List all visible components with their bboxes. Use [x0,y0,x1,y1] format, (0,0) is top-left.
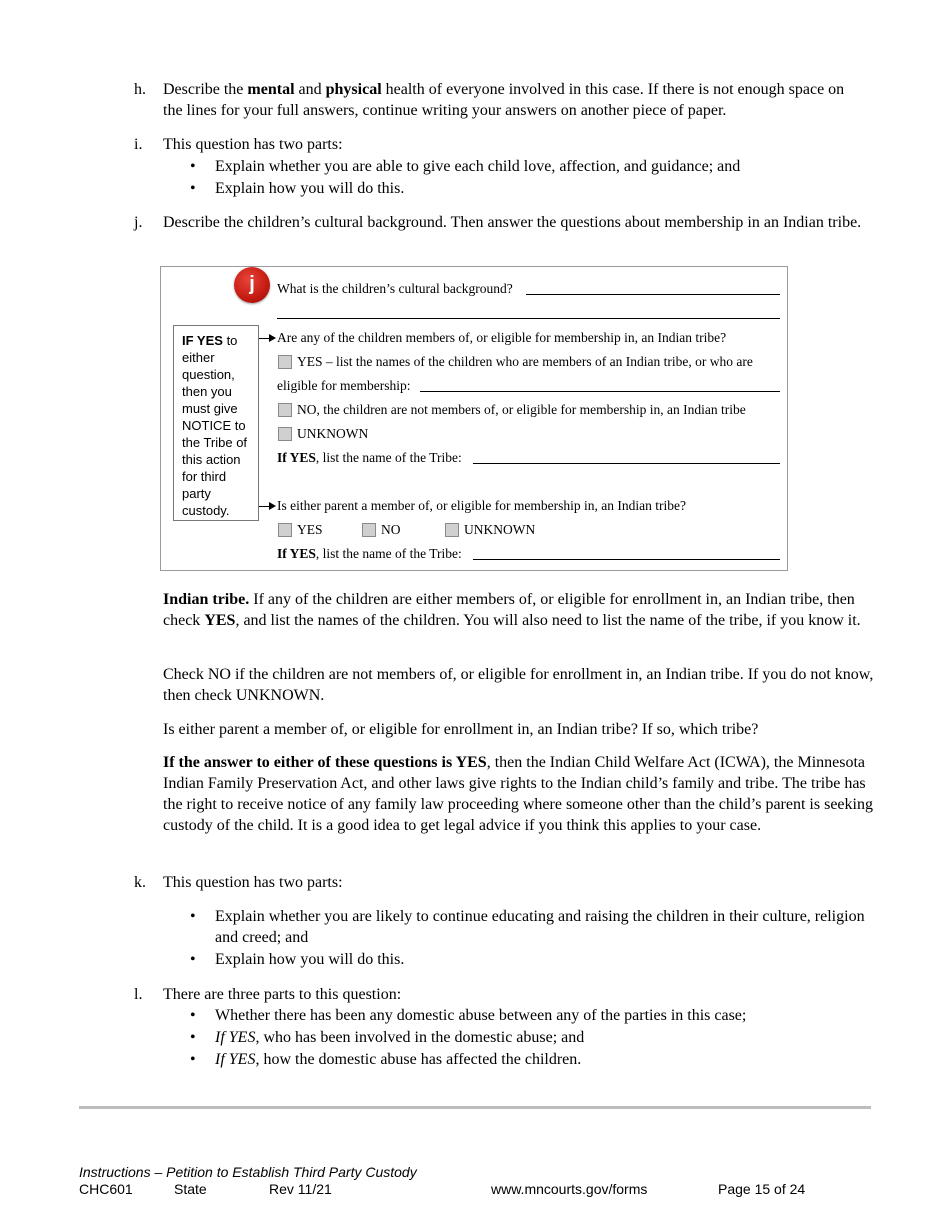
parent-unknown-checkbox[interactable] [445,523,459,537]
children-unknown-checkbox[interactable] [278,427,292,441]
footer-revision: Rev 11/21 [269,1181,332,1197]
children-yes-label: YES – list the names of the children who are members of an Indian tribe, or who are [297,354,753,369]
parent-no-label: NO [381,522,401,537]
item-h-text: Describe the mental and physical health of everyone involved in this case. If there is not enough space on the lines for your full answers, continue writing your answers on another piece of paper. [163,81,845,119]
list-item: • If YES, who has been involved in the domestic abuse; and [190,1029,585,1046]
children-tribe-name-line[interactable] [473,463,780,464]
notice-sidebox: IF YES to either question, then you must give NOTICE to the Tribe of this action for third party custody. [173,325,259,521]
cultural-background-line-1[interactable] [526,294,780,295]
children-tribe-name-label: If YES, list the name of the Tribe: [277,450,462,465]
tribe-question-figure [160,266,788,571]
item-i-bullets [190,156,870,200]
footer-divider [79,1106,871,1109]
list-item: • Explain how you will do this. [190,180,405,197]
children-names-line[interactable] [420,391,780,392]
item-k-bullets [190,906,870,971]
item-i-intro: This question has two parts: [163,136,343,153]
eligible-membership-label: eligible for membership: [277,378,411,393]
children-yes-checkbox[interactable] [278,355,292,369]
list-item: • If YES, how the domestic abuse has affected the children. [190,1051,582,1068]
item-letter: k. [134,874,146,891]
cultural-background-line-2[interactable] [277,318,780,319]
list-item: • Explain how you will do this. [190,951,405,968]
parent-unknown-label: UNKNOWN [464,522,536,537]
footer-page-number: Page 15 of 24 [718,1181,806,1197]
check-no-paragraph: Check NO if the children are not members of, or eligible for enrollment in, an Indian tribe. If you do not know, then check UNKNOWN. [163,666,874,704]
item-letter: i. [134,136,143,153]
children-no-label: NO, the children are not members of, or eligible for membership in, an Indian tribe [297,402,746,417]
item-letter: h. [134,81,146,98]
arrow-right-icon [269,334,276,342]
item-l-bullets [190,1005,870,1071]
footer-form-number: CHC601 [79,1181,133,1197]
indian-tribe-paragraph: Indian tribe. If any of the children are either members of, or eligible for enrollment in, an Indian tribe, then check YES, and list the names of the children. You will also need to list the name of the tribe, if you know it. [163,591,861,629]
list-item: • Whether there has been any domestic abuse between any of the parties in this case; [190,1007,747,1024]
icwa-paragraph: If the answer to either of these questions is YES, then the Indian Child Welfare Act (ICWA), the Minnesota Indian Family Preservation Act, and other laws give rights to the Indian child’s family and tribe. The tribe has the right to receive notice of any family law proceeding where someone other than the child’s parent is seeking custody of the child. It is a good idea to get legal advice if you think this applies to your case. [163,754,873,834]
footer-url[interactable]: www.mncourts.gov/forms [491,1181,648,1197]
arrow-right-icon [269,502,276,510]
footer-title: Instructions – Petition to Establish Third Party Custody [79,1164,417,1180]
children-no-checkbox[interactable] [278,403,292,417]
list-item: • Explain whether you are likely to continue educating and raising the children in their culture, religion and creed; and [190,908,865,946]
item-letter: l. [134,986,143,1003]
children-unknown-label: UNKNOWN [297,426,369,441]
question-j-badge: j [234,267,270,303]
parent-yes-checkbox[interactable] [278,523,292,537]
item-k-intro: This question has two parts: [163,874,343,891]
item-l-intro: There are three parts to this question: [163,986,402,1003]
cultural-background-question: What is the children’s cultural background? [277,281,513,296]
parent-tribe-question: Is either parent a member of, or eligible for membership in, an Indian tribe? [277,498,686,513]
parent-tribe-name-label: If YES, list the name of the Tribe: [277,546,462,561]
parent-yes-label: YES [297,522,323,537]
children-tribe-question: Are any of the children members of, or eligible for membership in, an Indian tribe? [277,330,727,345]
item-letter: j. [134,214,143,231]
parent-tribe-name-line[interactable] [473,559,780,560]
item-j-text: Describe the children’s cultural background. Then answer the questions about membership in an Indian tribe. [163,214,862,231]
parent-tribe-paragraph: Is either parent a member of, or eligible for enrollment in, an Indian tribe? If so, which tribe? [163,721,759,738]
footer-state: State [174,1181,207,1197]
list-item: • Explain whether you are able to give each child love, affection, and guidance; and [190,158,741,175]
parent-no-checkbox[interactable] [362,523,376,537]
